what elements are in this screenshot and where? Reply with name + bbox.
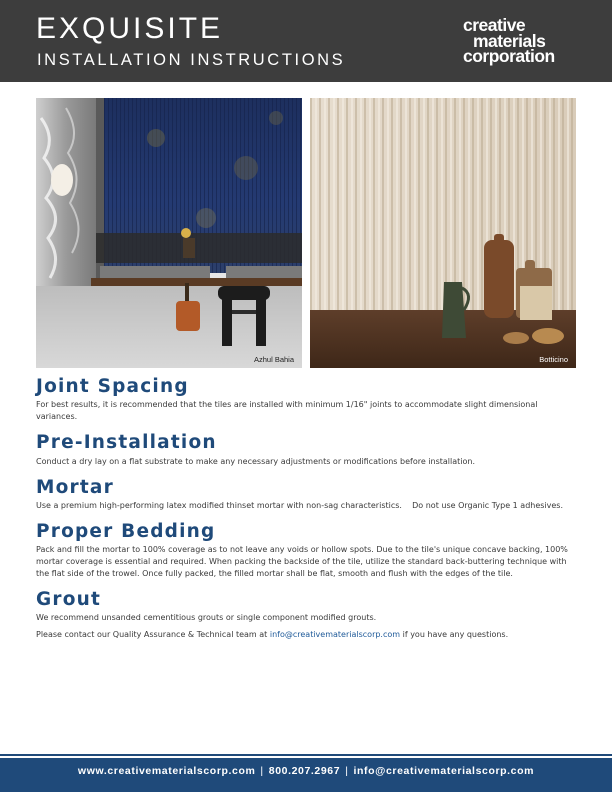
botticino-illustration [310, 98, 576, 368]
azhul-bahia-illustration [36, 98, 302, 368]
section-body-mortar: Use a premium high-performing latex modified thinset mortar with non-sag characteristics. Do not use Organic Type 1 adhesives. [36, 500, 564, 510]
logo-word-materials: materials [473, 30, 546, 51]
contact-prefix: Please contact our Quality Assurance & Technical team at [36, 630, 270, 640]
section-body-proper-bedding: Pack and fill the mortar to 100% coverage as to not leave any voids or hollow spots. Due to the tile's unique concave backing, 100% mortar coverage is essential and required. When packing the backside of the tile, utilize the standard back-buttering technique with the flat side of the trowel. Once fully packed, the filled mortar shall be flat, smooth and flush with the edges of the tile. [36, 545, 568, 579]
section-body-joint-spacing: For best results, it is recommended that the tiles are installed with minimum 1/16" joints to accommodate slight dimensional variances. [36, 400, 538, 422]
footer-separator-1: | [260, 765, 264, 777]
section-title-joint-spacing: Joint Spacing [36, 376, 189, 397]
contact-suffix: if you have any questions. [400, 630, 509, 640]
instructions-content [36, 376, 576, 650]
section-title-grout: Grout [36, 589, 102, 611]
logo-word-creative: creative [463, 15, 526, 35]
company-logo [463, 15, 583, 66]
photo-azhul-bahia [36, 98, 302, 368]
section-body-pre-installation: Conduct a dry lay on a flat substrate to make any necessary adjustments or modifications before installation. [36, 456, 476, 466]
section-pre-installation [36, 432, 576, 467]
section-proper-bedding [36, 521, 576, 580]
section-title-mortar: Mortar [36, 476, 114, 498]
section-mortar [36, 477, 576, 512]
photo-botticino [310, 98, 576, 368]
footer-email-link[interactable]: info@creativematerialscorp.com [353, 765, 535, 777]
photo-caption-azhul-bahia: Azhul Bahia [253, 355, 294, 364]
contact-paragraph [36, 629, 576, 641]
section-joint-spacing [36, 376, 576, 423]
logo-word-corporation: corporation [463, 46, 555, 66]
photo-caption-botticino: Botticino [539, 355, 568, 364]
section-title-pre-installation: Pre-Installation [36, 432, 217, 454]
footer-phone[interactable]: 800.207.2967 [268, 765, 341, 777]
header-banner [0, 0, 612, 82]
section-grout [36, 589, 576, 641]
footer-website-link[interactable]: www.creativematerialscorp.com [77, 765, 256, 777]
title-line-2: INSTALLATION INSTRUCTIONS [37, 51, 346, 69]
contact-email-link[interactable]: info@creativematerialscorp.com [269, 630, 401, 640]
footer-separator-2: | [345, 765, 349, 777]
title-line-1: EXQUISITE [36, 12, 224, 45]
footer-divider [0, 754, 612, 756]
section-title-proper-bedding: Proper Bedding [36, 520, 216, 542]
footer-bar [0, 758, 612, 792]
section-body-grout: We recommend unsanded cementitious grouts or single component modified grouts. [36, 613, 377, 623]
